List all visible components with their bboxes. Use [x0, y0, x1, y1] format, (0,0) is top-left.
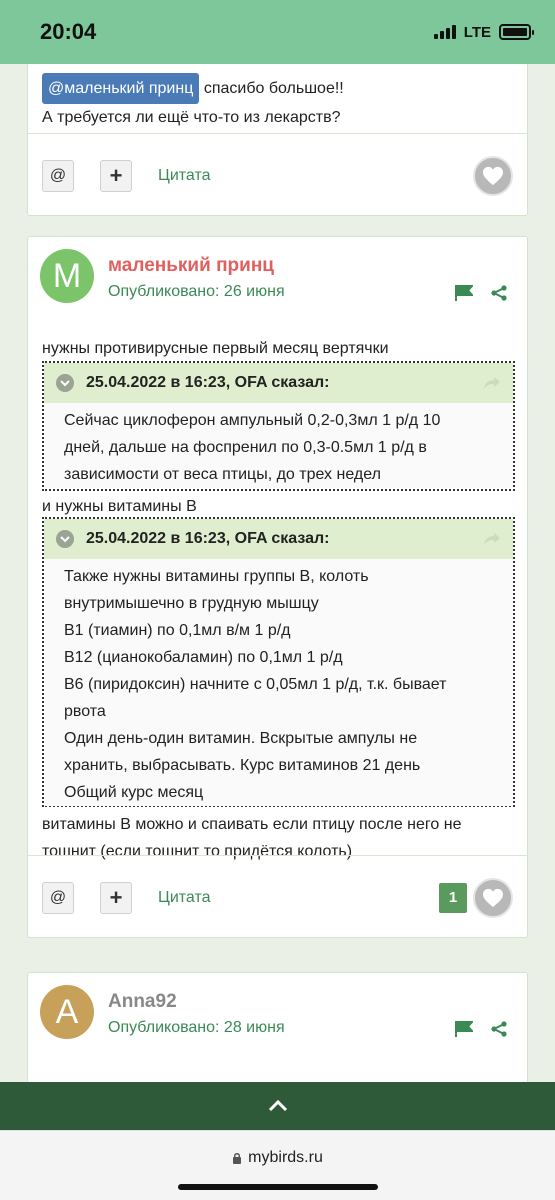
like-area	[473, 156, 513, 196]
post-text: нужны противирусные первый месяц вертячки	[42, 340, 389, 357]
lock-icon	[232, 1152, 242, 1165]
quote-button[interactable]: Цитата	[158, 166, 211, 184]
heart-icon	[482, 166, 504, 186]
user-mention[interactable]: @маленький принц	[42, 73, 199, 104]
post-date: Опубликовано: 26 июня	[108, 283, 285, 300]
post-text: и нужны витамины В	[42, 498, 197, 515]
flag-icon[interactable]	[455, 1021, 473, 1037]
collapse-chevron-icon[interactable]	[56, 374, 74, 392]
home-indicator[interactable]	[178, 1184, 378, 1190]
quote-header	[44, 363, 513, 403]
quote-line: В12 (цианокобаламин) по 0,1мл 1 р/д	[64, 649, 343, 666]
heart-icon	[482, 888, 504, 908]
flag-icon[interactable]	[455, 285, 473, 301]
quote-line: Общий курс месяц	[64, 784, 204, 801]
status-bar	[0, 0, 555, 64]
like-count-badge[interactable]: 1	[439, 883, 467, 913]
go-to-quote-icon[interactable]	[483, 376, 501, 390]
post-text: А требуется ли ещё что-то из лекарств?	[42, 109, 341, 126]
url-text: mybirds.ru	[248, 1149, 323, 1166]
post-card	[27, 236, 528, 938]
post-card	[27, 64, 528, 216]
quote-line: хранить, выбрасывать. Курс витаминов 21 день	[64, 757, 421, 774]
post-text: спасибо большое!!	[199, 80, 344, 97]
quote-body	[44, 559, 513, 806]
quote-line: рвота	[64, 703, 106, 720]
network-type: LTE	[463, 23, 491, 41]
quote-block	[42, 361, 515, 491]
quote-line: зависимости от веса птицы, до трех недел	[64, 466, 381, 483]
post-author[interactable]: Anna92	[108, 991, 177, 1012]
post-body	[42, 73, 344, 131]
post-author[interactable]: маленький принц	[108, 255, 274, 276]
post-text-line: тошнит (если тошнит то придётся колоть)	[42, 843, 353, 860]
quote-line: дней, дальше на фоспренил по 0,3-0.5мл 1 р/д в	[64, 439, 427, 456]
quote-author: 25.04.2022 в 16:23, OFA сказал:	[86, 530, 330, 547]
post-card	[27, 972, 528, 1082]
battery-icon	[499, 24, 531, 40]
status-indicators	[434, 24, 531, 41]
mention-button[interactable]: @	[42, 882, 74, 914]
quote-line: В6 (пиридоксин) начните с 0,05мл 1 р/д, т.к. бывает	[64, 676, 447, 693]
post-tools	[455, 285, 507, 301]
avatar[interactable]: A	[40, 985, 94, 1039]
quote-line: внутримышечно в грудную мышцу	[64, 595, 319, 612]
browser-bar	[0, 1130, 555, 1200]
quote-button[interactable]: Цитата	[158, 888, 211, 906]
quote-header	[44, 519, 513, 559]
post-text-line: витамины В можно и спаивать если птицу после него не	[42, 816, 462, 833]
scroll-to-top-button[interactable]	[0, 1082, 555, 1130]
post-actions	[28, 855, 527, 939]
signal-icon	[434, 25, 456, 39]
post-actions	[28, 133, 527, 217]
post-tools	[455, 1021, 507, 1037]
quote-block	[42, 517, 515, 807]
quote-line: Сейчас циклоферон ампульный 0,2-0,3мл 1 р/д 10	[64, 412, 441, 429]
go-to-quote-icon[interactable]	[483, 532, 501, 546]
share-icon[interactable]	[491, 285, 507, 301]
quote-line: В1 (тиамин) по 0,1мл в/м 1 р/д	[64, 622, 291, 639]
address-bar[interactable]	[0, 1149, 555, 1167]
multiquote-button[interactable]: +	[100, 160, 132, 192]
quote-author: 25.04.2022 в 16:23, OFA сказал:	[86, 374, 330, 391]
quote-line: Один день-один витамин. Вскрытые ампулы не	[64, 730, 418, 747]
post-date: Опубликовано: 28 июня	[108, 1019, 285, 1036]
chevron-up-icon	[268, 1100, 288, 1112]
status-time: 20:04	[40, 19, 97, 44]
page-content	[0, 64, 555, 1082]
collapse-chevron-icon[interactable]	[56, 530, 74, 548]
share-icon[interactable]	[491, 1021, 507, 1037]
quote-line: Также нужны витамины группы В, колоть	[64, 568, 369, 585]
avatar[interactable]: M	[40, 249, 94, 303]
multiquote-button[interactable]: +	[100, 882, 132, 914]
like-area	[439, 878, 513, 918]
like-button[interactable]	[473, 878, 513, 918]
mention-button[interactable]: @	[42, 160, 74, 192]
quote-body	[44, 403, 513, 488]
like-button[interactable]	[473, 156, 513, 196]
